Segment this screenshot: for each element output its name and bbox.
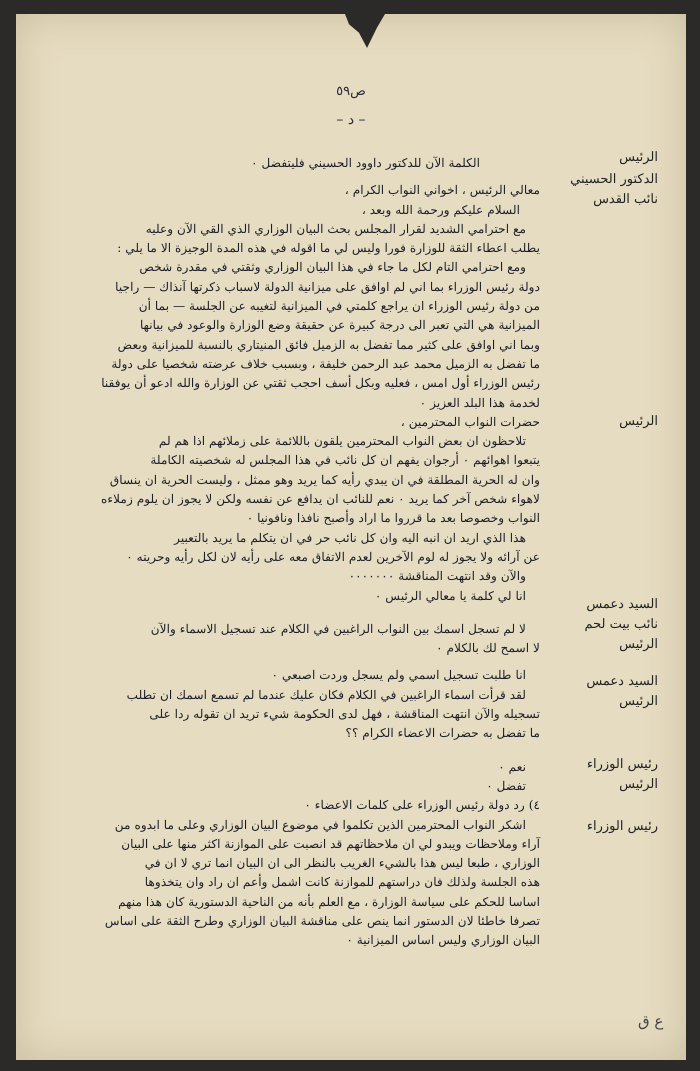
transcript-line: تلاحظون ان بعض النواب المحترمين يلقون باللائمة على زملائهم اذا هم لم [158,434,526,449]
transcript-line: الوزاري ، طبعا ليس هذا بالشيء الغريب بالنظر الى ان البيان انما تري لا ان في [144,856,540,871]
transcript-line: ما تفضل به حضرات الاعضاء الكرام ؟؟ [345,726,540,741]
speaker-label: الرئيس [619,150,658,165]
transcript-line: تفضل ٠ [486,778,526,793]
speaker-label: السيد دعمس نائب بيت لحم الرئيس [584,597,658,652]
speaker-label: رئيس الوزراء الرئيس [586,757,658,792]
transcript-line: لا اسمح لك بالكلام ٠ [436,641,540,656]
transcript-line: البيان الوزاري وليس اساس الميزانية ٠ [346,933,540,948]
transcript-line: ما تفضل به الزميل محمد عبد الرحمن خليفة ، وبسبب خلاف عرضته شخصيا على دولة [111,356,540,371]
transcript-line: مع احترامي الشديد لقرار المجلس بحث البيان الوزاري الذي القي الآن وعليه [145,221,526,236]
transcript-line: لاهواء شخص آخر كما يريد ٠ نعم للنائب ان يدافع عن نفسه ولكن لا يجوز ان يلوم زملاءه [101,492,540,507]
archive-mark: ع ق [638,1012,664,1030]
document-page [16,14,686,1060]
transcript-line: وبما اني اوافق على كثير مما تفضل به الزميل فائق المنيتاري بالنسبة للميزانية وبعض [117,337,540,352]
transcript-line: الميزانية هي التي تعبر الى درجة كبيرة عن حقيقة وضع الوزارة والوعود في بيانها [139,318,540,333]
transcript-line: والآن وقد انتهت المناقشة ٠٠٠٠٠٠٠ [348,569,526,584]
speaker-label: رئيس الوزراء [586,819,658,834]
speaker-label: الرئيس [619,414,658,429]
transcript-line: عن آرائه ولا يجوز له لوم الآخرين لعدم الاتفاق معه على رأيه لان لكل رأيه وحريته ٠ [126,549,540,564]
transcript-line: ٤) رد دولة رئيس الوزراء على كلمات الاعضاء ٠ [304,798,540,813]
transcript-line: لا لم تسجل اسمك بين النواب الراغبين في الكلام عند تسجيل الاسماء والآن [150,621,526,636]
transcript-line: من دولة رئيس الوزراء ان يراجع كلمتي في الميزانية لتغيبه عن الجلسة — بما أن [138,299,540,314]
transcript-line: لقد قرأت اسماء الراغبين في الكلام فكان عليك عندما لم تسمع اسمك ان تطلب [126,687,526,702]
transcript-line: هذا الذي اريد ان انبه اليه وان كل نائب حر في ان يتكلم ما يريد بالتعبير [174,530,526,545]
transcript-line: حضرات النواب المحترمين ، [400,414,540,429]
transcript-line: لخدمة هذا البلد العزيز ٠ [419,395,540,410]
transcript-line: تصرفا خاطئا لان الدستور انما ينص على مناقشة البيان الوزاري وطرح الثقة على اساس [104,913,540,928]
transcript-line: هذه الجلسة ولذلك فان دراستهم للموازنة كانت اشمل وأعم ان راد وان يتخذوها [144,875,540,890]
transcript-line: انا طلبت تسجيل اسمي ولم يسجل وردت اصبعي ٠ [271,668,526,683]
transcript-line: ومع احترامي التام لكل ما جاء في هذا البيان الوزاري وثقتي في مقدرة شخص [139,260,526,275]
transcript-line: انا لي كلمة يا معالي الرئيس ٠ [374,588,526,603]
transcript-line: آراء وملاحظات ويبدو لي ان ملاحظاتهم قد انصبت على الموازنة اكثر منها على البيان [121,836,540,851]
speaker-label: الدكتور الحسيني نائب القدس [570,172,658,207]
transcript-line: دولة رئيس الوزراء بما اني لم اوافق على ميزانية الدولة لاسباب ذكرتها آنذاك — راجيا [115,279,540,294]
transcript-line: النواب وخصوصا بعد ما قرروا ما اراد وأصبح نافذا ونافونيا ٠ [246,511,540,526]
transcript-line: السلام عليكم ورحمة الله وبعد ، [361,202,520,217]
transcript-line: وان له الحرية المطلقة في ان يبدي رأيه كما يريد وهو ممثل ، وليست الحرية ان ينساق [109,472,540,487]
transcript-line: يطلب اعطاء الثقة للوزارة فورا وليس لي ما اقوله في هذه المدة الوجيزة الا ما يلي : [117,241,540,256]
transcript-line: الكلمة الآن للدكتور داوود الحسيني فليتفضل ٠ [251,156,480,170]
section-mark: – د – [336,112,366,128]
transcript-line: اساسا للحكم على سياسة الوزارة ، مع العلم بأنه من الناحية الدستورية كان هذا منهم [118,894,540,909]
speaker-label: السيد دعمس الرئيس [586,674,658,709]
page-number: ص٥٩ [336,84,366,99]
transcript-line: يتبعوا اهوائهم ٠ أرجوان يفهم ان كل نائب في هذا المجلس له شخصيته الكاملة [150,453,540,468]
transcript-line: اشكر النواب المحترمين الذين تكلموا في موضوع البيان الوزاري وعلى ما ابدوه من [114,817,526,832]
transcript-line: نعم ٠ [498,759,526,774]
transcript-body [40,154,540,951]
transcript-line: معالي الرئيس ، اخواني النواب الكرام ، [344,183,540,198]
transcript-line: تسجيله والآن انتهت المناقشة ، فهل لدى الحكومة شيء تريد ان تقوله ردا على [149,707,540,722]
transcript-line: رئيس الوزراء أول امس ، فعليه وبكل أسف احجب ثقتي عن الوزارة والله ادعو أن يوفقنا [101,376,540,391]
